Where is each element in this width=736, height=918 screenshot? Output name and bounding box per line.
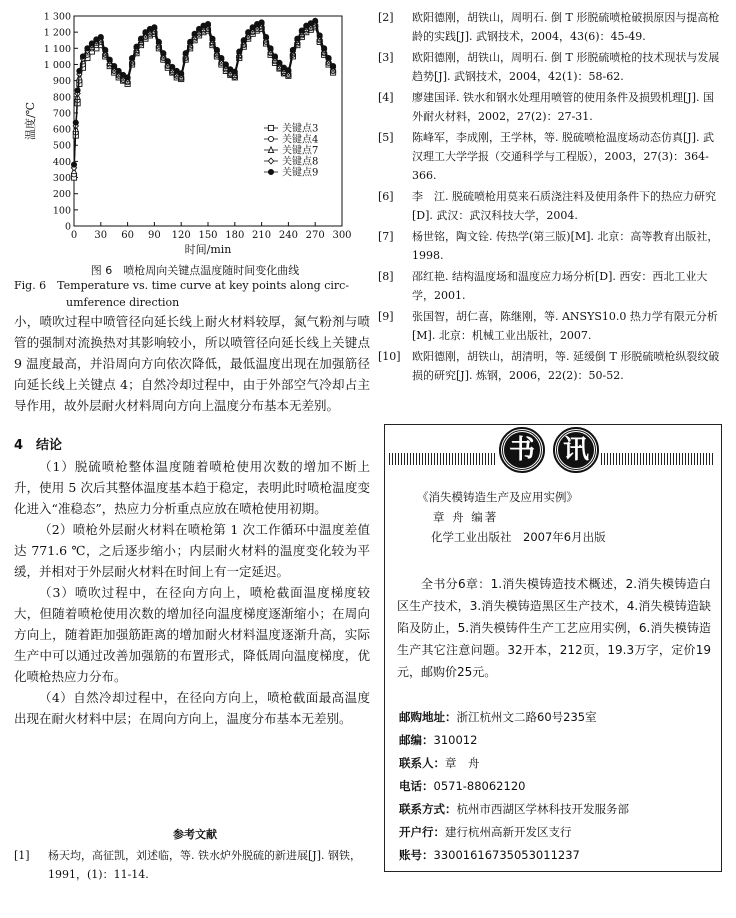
data-point xyxy=(179,71,184,76)
data-point xyxy=(330,63,335,68)
y-tick-label: 700 xyxy=(52,108,71,120)
y-tick-label: 1 100 xyxy=(43,43,71,55)
contact-label: 邮编： xyxy=(399,733,434,747)
figure-caption-en-line1: Fig. 6 Temperature vs. time curve at key points along circ- xyxy=(14,279,350,292)
y-tick-label: 300 xyxy=(52,173,71,185)
reference-item xyxy=(14,846,374,884)
legend-marker xyxy=(268,169,273,174)
contact-phone xyxy=(399,778,715,794)
contact-label: 电话： xyxy=(399,779,434,793)
data-point xyxy=(237,49,242,54)
x-tick-label: 90 xyxy=(148,230,161,241)
reference-number: [10] xyxy=(378,350,401,363)
conclusions xyxy=(14,456,370,729)
legend-label: 关键点9 xyxy=(282,167,319,179)
contact-label: 开户行： xyxy=(399,825,445,839)
data-point xyxy=(192,31,197,36)
data-point xyxy=(313,18,318,23)
x-tick-label: 180 xyxy=(225,230,245,241)
reference-item xyxy=(378,227,724,265)
data-point xyxy=(322,46,327,51)
data-point xyxy=(71,162,76,167)
reference-number: [9] xyxy=(378,310,394,323)
contact-value: 0571-88062120 xyxy=(433,779,526,793)
y-tick-label: 500 xyxy=(52,140,71,152)
book-title: 《消失模铸造生产及应用实例》 xyxy=(417,490,578,504)
intro-text: 小，喷吹过程中喷管径向延长线上耐火材料较厚，氮气粉剂与喷管的强制对流换热对其影响较小，所以喷管径向延长线上关键点 9 温度最高，并沿周向方向依次降低，最低温度出现在加强筋径向延长线上关键点 4；自然冷却过程中，由于外部空气冷却占主导作用，故外层耐火材料周向方向上温度分布基本无差别。 xyxy=(14,314,370,413)
reference-text: 廖建国译. 铁水和钢水处理用喷管的使用条件及损毁机理[J]. 国外耐火材料，2002，27(2)：27-31. xyxy=(412,91,714,123)
contact-value: 浙江杭州文二路60号235室 xyxy=(456,710,597,724)
y-tick-label: 400 xyxy=(52,156,71,168)
data-point xyxy=(286,68,291,73)
data-point xyxy=(107,57,112,62)
data-point xyxy=(138,36,143,41)
data-point xyxy=(326,55,331,60)
data-point xyxy=(183,51,188,56)
intro-paragraph xyxy=(14,311,370,416)
reference-number: [1] xyxy=(14,849,30,862)
x-tick-label: 30 xyxy=(94,230,108,241)
notice-header xyxy=(385,425,720,469)
reference-text: 欧阳德刚，胡铁山，周明石. 倒 T 形脱硫喷枪的技术现状与发展趋势[J]. 武钢技术，2004，42(1)：58-62. xyxy=(412,51,720,83)
contact-label: 联系人： xyxy=(399,756,445,770)
legend-marker xyxy=(268,125,273,130)
contact-label: 邮购地址： xyxy=(399,710,457,724)
book-author: 章 舟 编著 xyxy=(433,510,499,524)
contact-value: 310012 xyxy=(433,733,478,747)
references-heading: 参考文献 xyxy=(173,828,217,841)
reference-text: 张国智，胡仁喜，陈继刚，等. ANSYS10.0 热力学有限元分析[M]. 北京：机械工业出版社，2007. xyxy=(412,310,718,342)
reference-number: [2] xyxy=(378,11,394,24)
data-point xyxy=(134,44,139,49)
data-point xyxy=(77,68,82,73)
y-tick-label: 100 xyxy=(52,205,71,217)
reference-item xyxy=(378,267,724,305)
reference-number: [8] xyxy=(378,270,394,283)
data-point xyxy=(80,54,85,59)
data-point xyxy=(223,62,228,67)
reference-number: [7] xyxy=(378,230,394,243)
x-axis-label: 时间/min xyxy=(184,243,232,256)
data-point xyxy=(156,39,161,44)
x-tick-label: 60 xyxy=(121,230,134,241)
book-publisher: 化学工业出版社 2007年6月出版 xyxy=(431,530,606,544)
reference-item xyxy=(378,347,724,385)
reference-text: 李 江. 脱硫喷枪用莫来石质浇注料及使用条件下的热应力研究[D]. 武汉：武汉科技大学，2004. xyxy=(412,190,716,222)
contact-mail-address xyxy=(399,709,715,725)
data-point xyxy=(295,36,300,41)
y-tick-label: 1 200 xyxy=(43,27,71,39)
reference-number: [4] xyxy=(378,91,394,104)
data-point xyxy=(170,64,175,69)
x-tick-label: 300 xyxy=(332,230,352,241)
y-tick-label: 600 xyxy=(52,124,71,136)
reference-list-right xyxy=(378,8,724,387)
data-point xyxy=(277,60,282,65)
legend-label: 关键点7 xyxy=(282,145,319,157)
data-point xyxy=(98,34,103,39)
contact-label: 账号： xyxy=(399,848,434,862)
data-point xyxy=(210,36,215,41)
reference-text: 杨天均，高征凯，刘述临，等. 铁水炉外脱硫的新进展[J]. 钢铁，1991，(1)：11-14. xyxy=(48,849,361,881)
data-point xyxy=(232,69,237,74)
seal-news: 讯 xyxy=(555,429,597,471)
data-point xyxy=(272,54,277,59)
contact-bank xyxy=(399,824,715,840)
book-notice xyxy=(384,424,722,872)
section-heading: 4 结论 xyxy=(14,438,63,453)
contact-value: 33001616735053011237 xyxy=(433,848,580,862)
data-point xyxy=(152,25,157,30)
y-tick-label: 0 xyxy=(64,221,71,233)
data-point xyxy=(219,55,224,60)
contact-value: 章 舟 xyxy=(445,756,480,770)
seal-book: 书 xyxy=(501,429,543,471)
reference-text: 陈峰军，李成刚，王学林，等. 脱硫喷枪温度场动态仿真[J]. 武汉理工大学学报（交通科学与工程版），2003，27(3)：364-366. xyxy=(412,131,714,182)
data-point xyxy=(85,46,90,51)
reference-number: [3] xyxy=(378,51,394,64)
figure-caption-en-line2: umference direction xyxy=(66,296,180,309)
data-point xyxy=(125,75,130,80)
x-tick-label: 210 xyxy=(252,230,272,241)
contact-method xyxy=(399,801,715,817)
plot-frame xyxy=(74,16,342,226)
x-tick-label: 120 xyxy=(171,230,191,241)
reference-item xyxy=(378,187,724,225)
data-point xyxy=(129,55,134,60)
contact-postcode xyxy=(399,732,715,748)
data-point xyxy=(317,33,322,38)
contact-account xyxy=(399,847,715,863)
reference-text: 欧阳德刚，胡铁山，胡清明，等. 延缓倒 T 形脱硫喷枪纵裂纹破损的研究[J]. 炼钢，2006，22(2)：50-52. xyxy=(412,350,720,382)
x-tick-label: 150 xyxy=(198,230,218,241)
header-stripe-right xyxy=(601,453,715,465)
header-stripe-left xyxy=(389,453,497,465)
contact-value: 杭州市西湖区学林科技开发服务部 xyxy=(456,802,629,816)
temperature-chart xyxy=(20,8,360,262)
contact-value: 建行杭州高新开发区支行 xyxy=(445,825,572,839)
y-tick-label: 200 xyxy=(52,189,71,201)
data-point xyxy=(290,47,295,52)
reference-item xyxy=(378,128,724,185)
legend-marker xyxy=(268,158,273,164)
reference-text: 杨世铭，陶文铨. 传热学(第三版)[M]. 北京：高等教育出版社，1998. xyxy=(412,230,719,262)
x-tick-label: 0 xyxy=(70,230,78,241)
conclusion-paragraph: （4）自然冷却过程中，在径向方向上，喷枪截面最高温度出现在耐火材料中层；在周向方向上，温度分布基本无差别。 xyxy=(14,690,370,726)
data-point xyxy=(241,38,246,43)
legend-marker xyxy=(268,136,273,141)
reference-text: 邵红艳. 结构温度场和温度应力场分析[D]. 西安：西北工业大学，2001. xyxy=(412,270,708,302)
conclusion-paragraph: （3）喷吹过程中，在径向方向上，喷枪截面温度梯度较大，但随着喷枪使用次数的增加径向温度梯度逐渐缩小；在周向方向上，随着距加强筋距离的增加耐火材料温度逐渐升高，实际生产中可以通过改善加强筋的布置形式，降低周向温度梯度，优化喷枪热应力分布。 xyxy=(14,585,370,684)
book-description: 全书分6章：1.消失模铸造技术概述，2.消失模铸造白区生产技术，3.消失模铸造黑区生产技术，4.消失模铸造缺陷及防止，5.消失模铸件生产工艺应用实例，6.消失模铸造生产其它注意问题。32开本，212页，19.3万字，定价19元，邮购价25元。 xyxy=(397,577,711,679)
data-point xyxy=(214,47,219,52)
contact-person xyxy=(399,755,715,771)
legend-label: 关键点8 xyxy=(282,156,319,168)
reference-item xyxy=(378,307,724,345)
y-tick-label: 1 000 xyxy=(43,59,71,71)
data-point xyxy=(73,120,78,125)
reference-number: [6] xyxy=(378,190,394,203)
conclusion-paragraph: （1）脱硫喷枪整体温度随着喷枪使用次数的增加不断上升，使用 5 次后其整体温度基本趋于稳定，表明此时喷枪温度变化进入“准稳态”，热应力分析重点应放在喷枪使用初期。 xyxy=(14,459,370,516)
data-point xyxy=(263,34,268,39)
figure-caption-en xyxy=(14,277,374,311)
data-point xyxy=(188,39,193,44)
legend-label: 关键点3 xyxy=(282,123,319,135)
data-point xyxy=(205,21,210,26)
reference-item xyxy=(378,88,724,126)
data-point xyxy=(299,28,304,33)
x-tick-label: 270 xyxy=(305,230,325,241)
y-tick-label: 1 300 xyxy=(43,11,71,23)
figure-caption-cn: 图 6 喷枪周向关键点温度随时间变化曲线 xyxy=(90,264,300,277)
data-point xyxy=(246,30,251,35)
contact-label: 联系方式： xyxy=(399,802,457,816)
chart-svg xyxy=(20,8,360,262)
reference-text: 欧阳德刚，胡铁山，周明石. 倒 T 形脱硫喷枪破损原因与提高枪龄的实践[J]. 武钢技术，2004，43(6)：45-49. xyxy=(412,11,720,43)
reference-item xyxy=(378,8,724,46)
y-tick-label: 900 xyxy=(52,76,71,88)
y-tick-label: 800 xyxy=(52,92,71,104)
reference-item xyxy=(378,48,724,86)
reference-number: [5] xyxy=(378,131,394,144)
data-point xyxy=(161,51,166,56)
data-point xyxy=(165,59,170,64)
data-point xyxy=(116,68,121,73)
data-point xyxy=(75,88,80,93)
reference-list-left xyxy=(14,846,374,884)
y-axis-label: 温度/℃ xyxy=(24,101,37,141)
data-point xyxy=(259,20,264,25)
data-point xyxy=(89,41,94,46)
data-point xyxy=(112,63,117,68)
data-point xyxy=(268,46,273,51)
legend-label: 关键点4 xyxy=(282,134,319,146)
data-point xyxy=(103,47,108,52)
x-tick-label: 240 xyxy=(278,230,298,241)
conclusion-paragraph: （2）喷枪外层耐火材料在喷枪第 1 次工作循环中温度差值达 771.6 ℃，之后逐步缩小；内层耐火材料的温度变化较为平缓，并相对于外层耐火材料在时间上有一定延迟。 xyxy=(14,522,370,579)
